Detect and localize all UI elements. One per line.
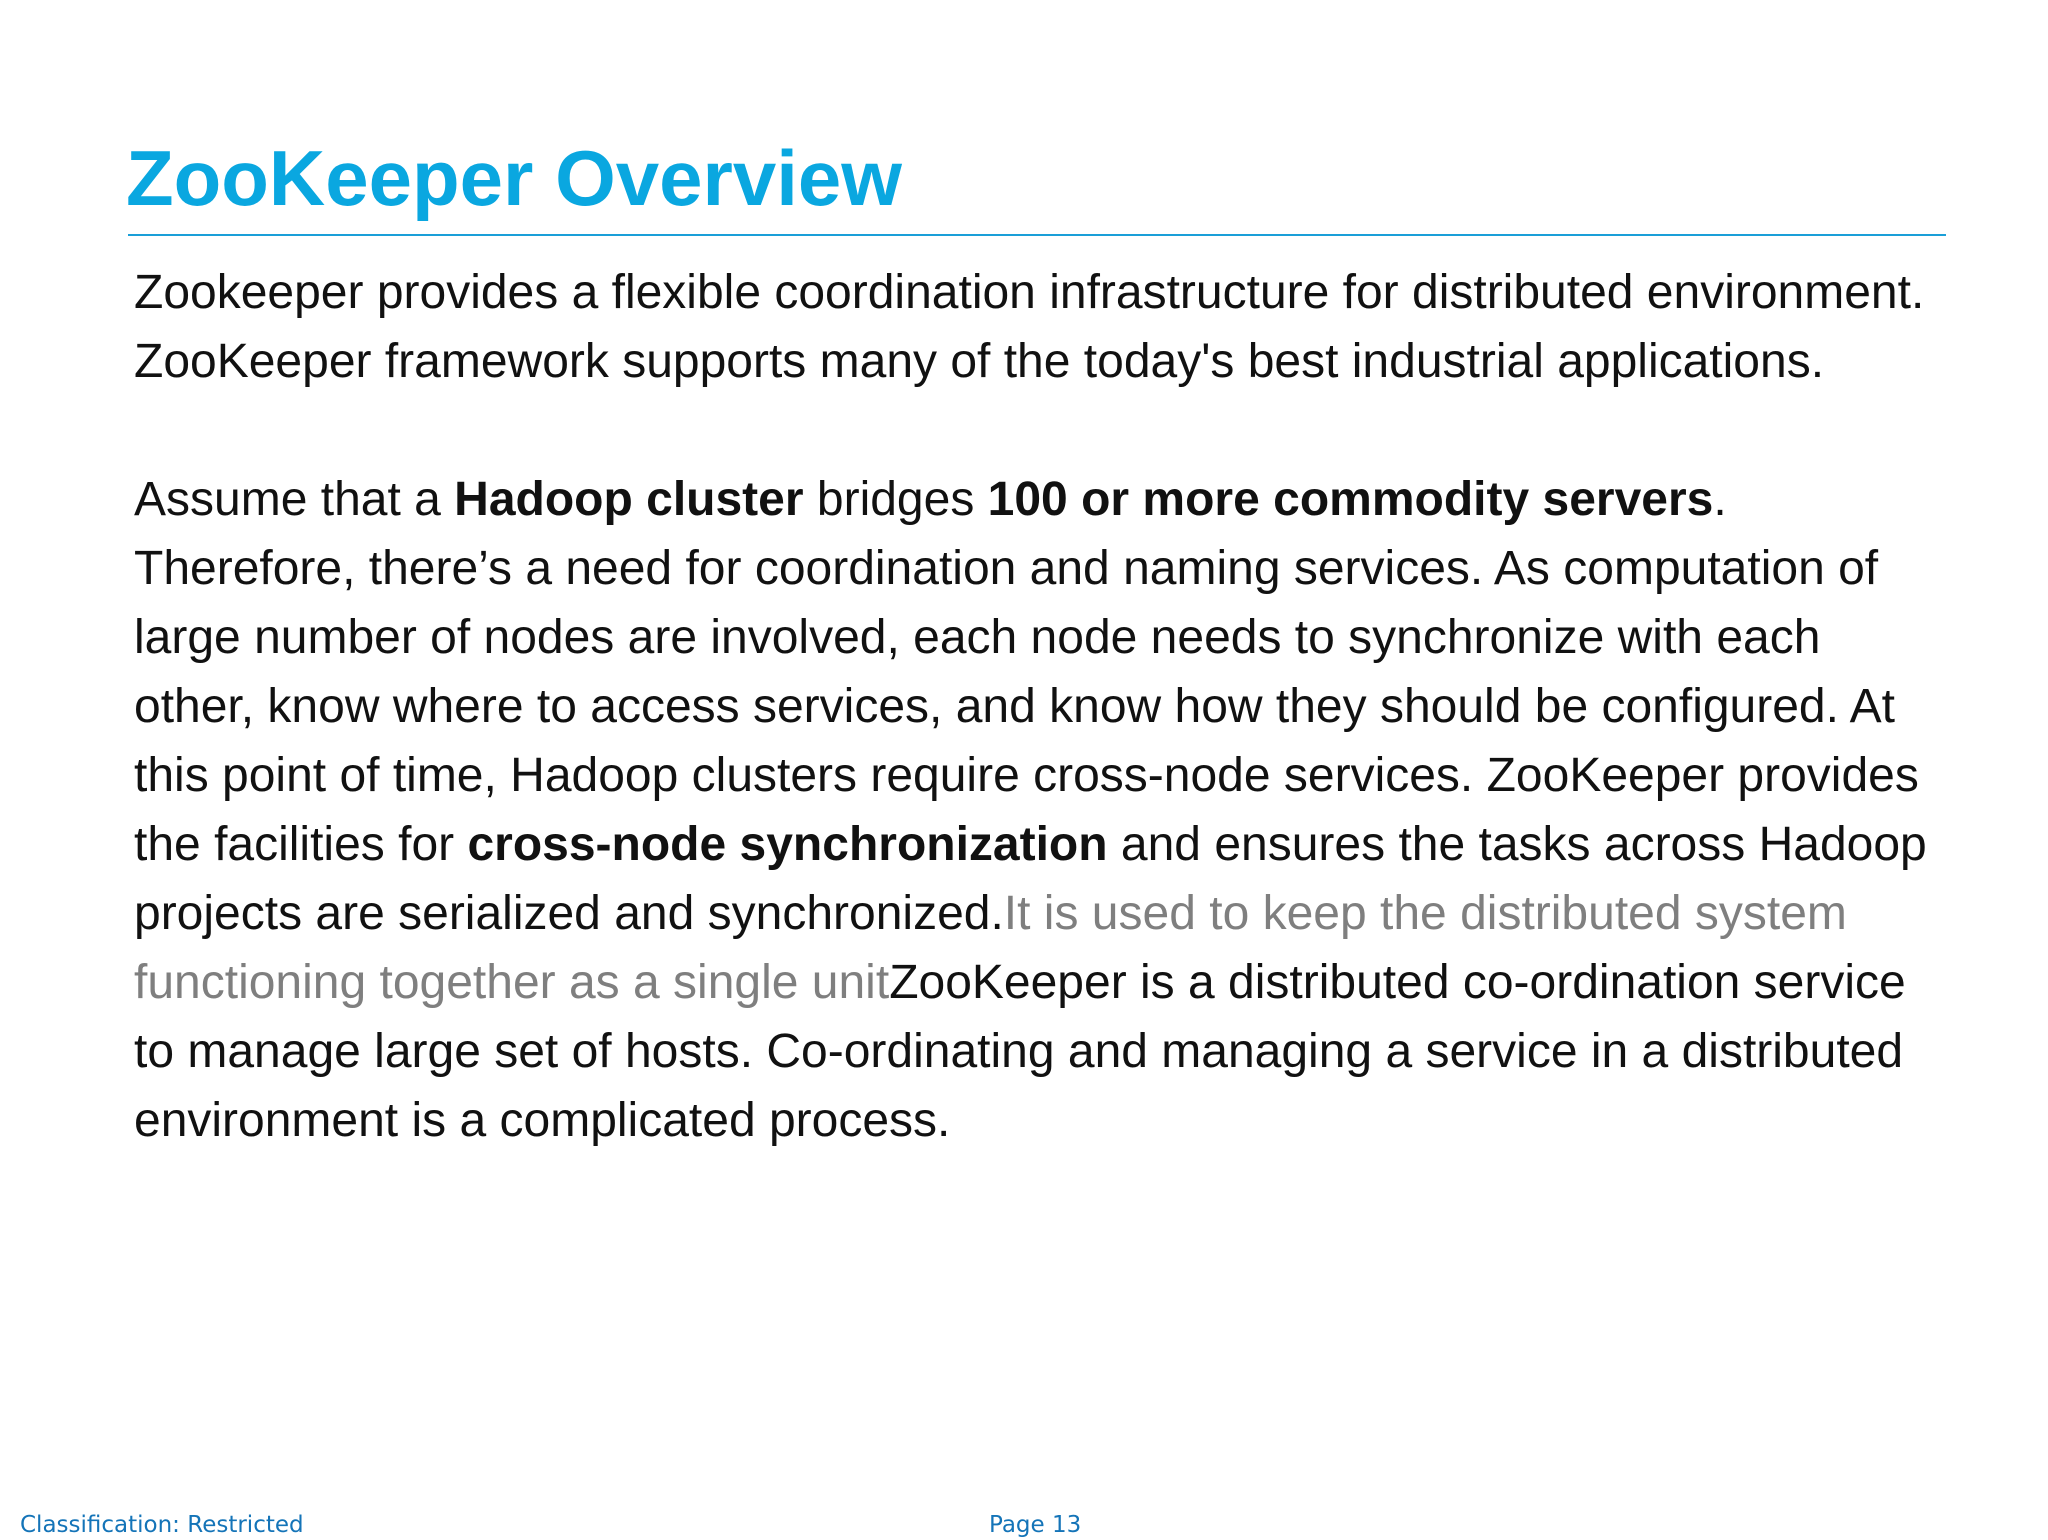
muted-text: It is used to keep the distributed system functioning together as a single unit (134, 887, 1847, 1009)
detail-text-1: Assume that a (134, 473, 455, 526)
commodity-servers-emphasis: 100 or more commodity servers (987, 473, 1714, 526)
detail-text-5: ZooKeeper is a distributed co-ordination service to manage large set of hosts. Co-ordinating and managing a service in a distributed environment is a complicated process. (134, 956, 1906, 1147)
classification-label: Classification: Restricted (20, 1512, 304, 1538)
title-divider (128, 234, 1946, 236)
detail-text-3: . Therefore, there’s a need for coordination and naming services. As computation of large number of nodes are involved, each node needs to synchronize with each other, know where to access services, and know how they should be configured. At this point of time, Hadoop clusters require cross-node services. ZooKeeper provides the facilities for (134, 473, 1919, 871)
cross-node-sync-emphasis: cross-node synchronization (467, 818, 1108, 871)
detail-paragraph (134, 465, 1934, 1155)
intro-paragraph: Zookeeper provides a flexible coordination infrastructure for distributed environment. ZooKeeper framework supports many of the today's best industrial applications. (134, 266, 1925, 388)
slide-body (134, 258, 1934, 1155)
detail-text-2: bridges (803, 473, 988, 526)
slide-title: ZooKeeper Overview (126, 134, 902, 222)
hadoop-cluster-emphasis: Hadoop cluster (454, 473, 804, 526)
page-number: Page 13 (989, 1512, 1082, 1538)
detail-text-4: and ensures the tasks across Hadoop projects are serialized and synchronized. (134, 818, 1927, 940)
